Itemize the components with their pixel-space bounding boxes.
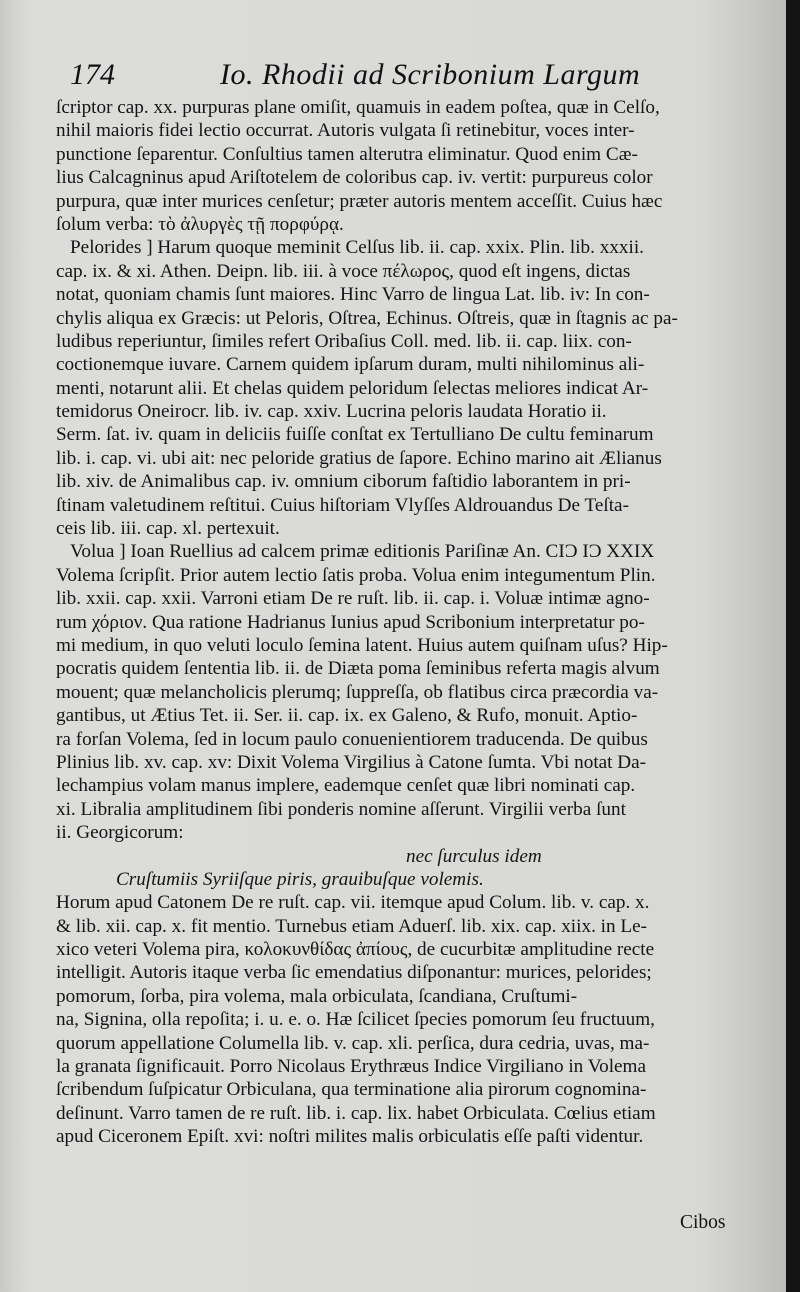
- text-line: mouent; quæ melancholicis plerumq; ſuppreſſa, ob flatibus circa præcordia va-: [56, 681, 659, 703]
- text-line: & lib. xii. cap. x. fit mentio. Turnebus etiam Aduerſ. lib. xix. cap. xiix. in Le-: [56, 915, 648, 937]
- text-line: xi. Libralia amplitudinem ſibi ponderis nomine aſſerunt. Virgilii verba ſunt: [56, 798, 626, 820]
- text-line: temidorus Oneirocr. lib. iv. cap. xxiv. Lucrina peloris laudata Horatio ii.: [56, 401, 607, 423]
- text-line: nihil maioris fidei lectio occurrat. Autoris vulgata ſi retinebitur, voces inter-: [56, 120, 635, 142]
- text-line: lib. i. cap. vi. ubi ait: nec peloride gratius de ſapore. Echino marino ait Ælianus: [56, 447, 662, 469]
- text-line: cap. ix. & xi. Athen. Deipn. lib. iii. à voce πέλωρος, quod eſt ingens, dictas: [56, 260, 631, 282]
- text-line: coctionemque iuvare. Carnem quidem ipſarum duram, multi nihilominus ali-: [56, 354, 645, 376]
- catchword: Cibos: [680, 1212, 726, 1233]
- text-line: mi medium, in quo veluti loculo ſemina latent. Huius autem quiſnam uſus? Hip-: [56, 634, 668, 656]
- text-line: ludibus reperiuntur, ſimiles refert Oribaſius Coll. med. lib. ii. cap. liix. con-: [56, 330, 632, 352]
- text-line: purpura, quæ inter murices cenſetur; præter autoris mentem acceſſit. Cuius hæc: [56, 190, 663, 212]
- running-title: Io. Rhodii ad Scribonium Largum: [220, 58, 641, 91]
- text-line: lechampius volam manus implere, eademque cenſet quæ libri nominati cap.: [56, 775, 636, 797]
- text-line: Plinius lib. xv. cap. xv: Dixit Volema Virgilius à Catone ſumta. Vbi notat Da-: [56, 751, 647, 773]
- text-line: la granata ſignificauit. Porro Nicolaus Erythræus Indice Virgiliano in Volema: [56, 1056, 646, 1078]
- text-line: Horum apud Catonem De re ruſt. cap. vii. itemque apud Colum. lib. v. cap. x.: [56, 892, 650, 914]
- text-line: apud Ciceronem Epiſt. xvi: noſtri milites malis orbiculatis eſſe paſti videntur.: [56, 1126, 644, 1148]
- text-line: xico veteri Volema pira, κολοκυνθίδας ἀπίους, de cucurbitæ amplitudine recte: [56, 939, 655, 961]
- text-line: Volua ] Ioan Ruellius ad calcem primæ editionis Pariſinæ An. CIƆ IƆ XXIX: [70, 541, 655, 563]
- page-number: 174: [70, 58, 115, 91]
- text-line: menti, notarunt alii. Et chelas quidem peloridum ſelectas meliores indicat Ar-: [56, 377, 649, 399]
- text-line: na, Signina, olla repoſita; i. u. e. o. Hæ ſcilicet ſpecies pomorum ſeu fructuum,: [56, 1009, 655, 1031]
- text-line: ſtinam valetudinem reſtitui. Cuius hiſtoriam Vlyſſes Aldrouandus De Teſta-: [56, 494, 629, 516]
- text-line: deſinunt. Varro tamen de re ruſt. lib. i. cap. lix. habet Orbiculata. Cœlius etiam: [56, 1102, 656, 1124]
- text-line: lib. xxii. cap. xxii. Varroni etiam De re ruſt. lib. ii. cap. i. Voluæ intimæ agno-: [56, 588, 650, 610]
- text-line: chylis aliqua ex Græcis: ut Peloris, Oſtrea, Echinus. Oſtreis, quæ in ſtagnis ac pa-: [56, 307, 678, 329]
- text-line: intelligit. Autoris itaque verba ſic emendatius diſponantur: murices, pelorides;: [56, 962, 652, 984]
- body-text: [56, 96, 760, 1149]
- text-line: quorum appellatione Columella lib. v. cap. xli. perſica, dura cedria, uvas, ma-: [56, 1032, 650, 1054]
- text-line: ra forſan Volema, ſed in locum paulo conuenientiorem traducenda. De quibus: [56, 728, 648, 750]
- text-line: lib. xiv. de Animalibus cap. iv. omnium ciborum faſtidio laborantem in pri-: [56, 471, 631, 493]
- verse-line: Cruſtumiis Syriiſque piris, grauibuſque volemis.: [116, 868, 484, 890]
- verse-line: nec ſurculus idem: [406, 845, 542, 867]
- text-line: rum χόριον. Qua ratione Hadrianus Iunius apud Scribonium interpretatur po-: [56, 611, 645, 633]
- text-line: Serm. ſat. iv. quam in deliciis fuiſſe conſtat ex Tertulliano De cultu feminarum: [56, 424, 654, 446]
- text-line: lius Calcagninus apud Ariſtotelem de coloribus cap. iv. vertit: purpureus color: [56, 167, 653, 189]
- text-line: ſolum verba: τὸ ἀλυργὲς τῇ πορφύρᾳ.: [56, 213, 344, 235]
- text-line: pocratis quidem ſententia lib. ii. de Diæta poma ſeminibus referta magis alvum: [56, 658, 660, 680]
- text-line: pomorum, ſorba, pira volema, mala orbiculata, ſcandiana, Cruſtumi-: [56, 985, 578, 1007]
- text-line: gantibus, ut Ætius Tet. ii. Ser. ii. cap. ix. ex Galeno, & Rufo, monuit. Aptio-: [56, 705, 638, 727]
- text-line: punctione ſeparentur. Conſultius tamen alterutra eliminatur. Quod enim Cæ-: [56, 143, 638, 165]
- text-line: ſcriptor cap. xx. purpuras plane omiſit, quamuis in eadem poſtea, quæ in Celſo,: [56, 97, 660, 118]
- text-line: notat, quoniam chamis ſunt maiores. Hinc Varro de lingua Lat. lib. iv: In con-: [56, 284, 650, 306]
- text-line: Pelorides ] Harum quoque meminit Celſus lib. ii. cap. xxix. Plin. lib. xxxii.: [70, 237, 644, 259]
- text-line: ceis lib. iii. cap. xl. pertexuit.: [56, 518, 280, 540]
- page-header: [70, 58, 750, 98]
- text-line: Volema ſcripſit. Prior autem lectio ſatis proba. Volua enim integumentum Plin.: [56, 564, 656, 586]
- page-edge: [786, 0, 800, 1292]
- text-line: ſcribendum ſuſpicatur Orbiculana, qua terminatione alia pirorum cognomina-: [56, 1079, 647, 1101]
- text-line: ii. Georgicorum:: [56, 822, 184, 844]
